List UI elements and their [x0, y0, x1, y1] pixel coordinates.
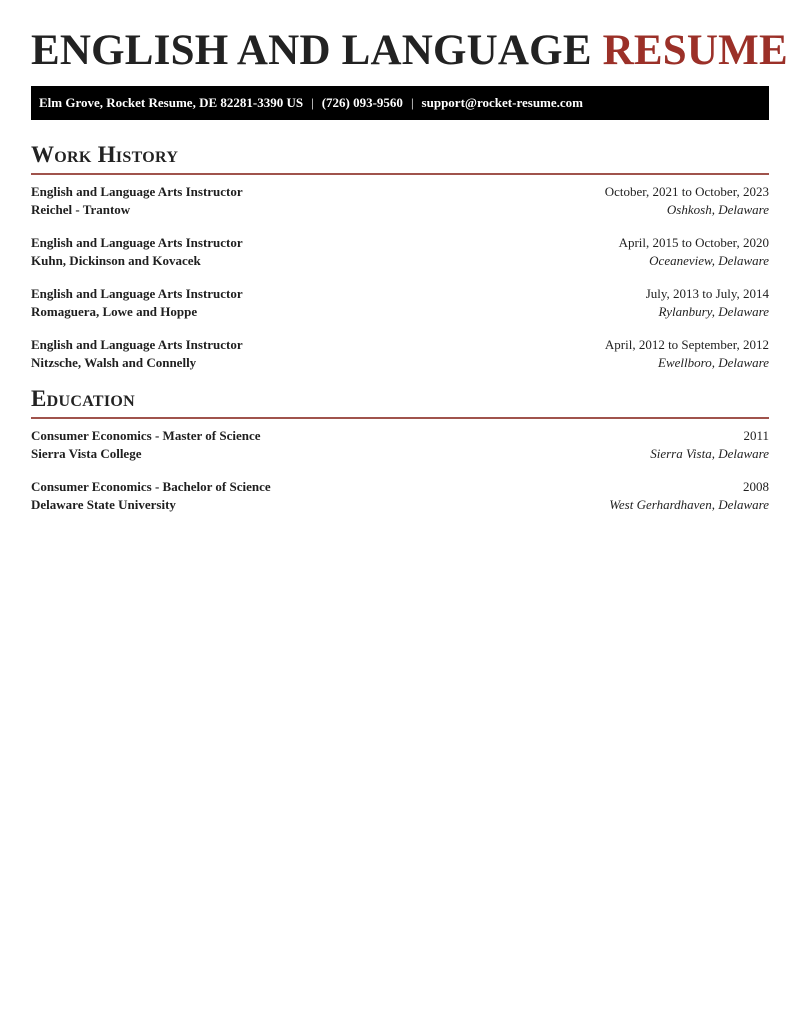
- job-location: Rylanbury, Delaware: [658, 304, 769, 319]
- resume-page: [31, 0, 788, 514]
- degree-title: Consumer Economics - Bachelor of Science: [31, 479, 271, 494]
- work-entry: [31, 336, 769, 372]
- contact-email: support@rocket-resume.com: [421, 95, 583, 110]
- resume-title: [31, 0, 788, 74]
- job-dates: April, 2015 to October, 2020: [618, 235, 769, 250]
- job-location: Oceaneview, Delaware: [649, 253, 769, 268]
- job-company: Reichel - Trantow: [31, 202, 131, 217]
- education-entry: [31, 427, 769, 463]
- work-history-heading: Work History: [31, 142, 179, 167]
- education-divider: [31, 417, 769, 419]
- resume-title-main: ENGLISH AND LANGUAGE: [31, 27, 592, 74]
- job-company: Kuhn, Dickinson and Kovacek: [31, 253, 201, 268]
- job-title: English and Language Arts Instructor: [31, 184, 243, 199]
- work-entry: [31, 234, 769, 270]
- job-title: English and Language Arts Instructor: [31, 235, 243, 250]
- school-name: Sierra Vista College: [31, 446, 142, 461]
- graduation-year: 2011: [743, 428, 769, 443]
- work-entry: [31, 285, 769, 321]
- contact-separator: |: [311, 95, 314, 110]
- education-entry: [31, 478, 769, 514]
- job-location: Oshkosh, Delaware: [666, 202, 769, 217]
- job-dates: July, 2013 to July, 2014: [645, 286, 769, 301]
- resume-title-accent: RESUME: [602, 27, 788, 74]
- work-entry: [31, 183, 769, 219]
- job-dates: April, 2012 to September, 2012: [604, 337, 769, 352]
- school-location: West Gerhardhaven, Delaware: [609, 497, 769, 512]
- contact-bar: [31, 86, 769, 120]
- work-history-divider: [31, 173, 769, 175]
- school-name: Delaware State University: [31, 497, 176, 512]
- job-company: Nitzsche, Walsh and Connelly: [31, 355, 197, 370]
- contact-address: Elm Grove, Rocket Resume, DE 82281-3390 US: [39, 95, 304, 110]
- contact-separator: |: [410, 95, 414, 110]
- contact-phone: (726) 093-9560: [321, 95, 403, 110]
- job-dates: October, 2021 to October, 2023: [604, 184, 769, 199]
- job-company: Romaguera, Lowe and Hoppe: [31, 304, 198, 319]
- graduation-year: 2008: [743, 479, 769, 494]
- job-title: English and Language Arts Instructor: [31, 337, 243, 352]
- education-heading: Education: [31, 386, 135, 411]
- school-location: Sierra Vista, Delaware: [650, 446, 769, 461]
- job-location: Ewellboro, Delaware: [658, 355, 769, 370]
- degree-title: Consumer Economics - Master of Science: [31, 428, 261, 443]
- job-title: English and Language Arts Instructor: [31, 286, 243, 301]
